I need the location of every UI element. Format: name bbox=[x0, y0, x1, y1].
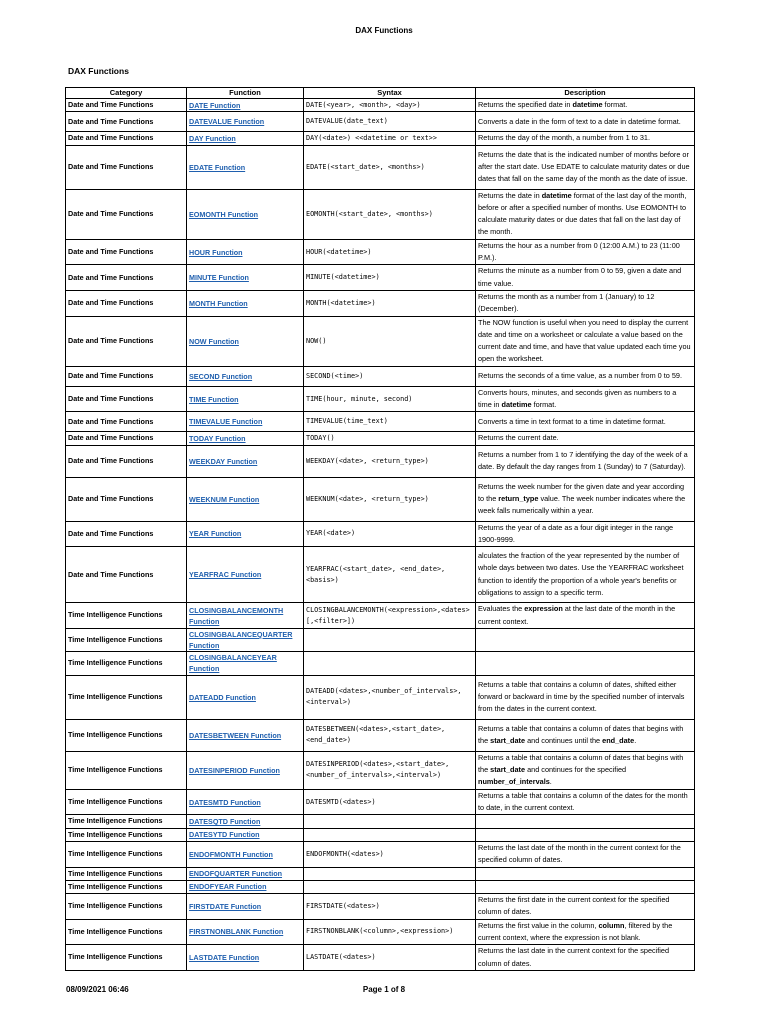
description-cell bbox=[476, 751, 695, 789]
function-cell bbox=[187, 112, 304, 132]
syntax-cell: DATESBETWEEN(<dates>,<start_date>,<end_date>) bbox=[304, 719, 476, 751]
category-cell: Time Intelligence Functions bbox=[66, 719, 187, 751]
category-cell: Time Intelligence Functions bbox=[66, 919, 187, 945]
function-link[interactable]: EOMONTH Function bbox=[189, 209, 259, 219]
table-row bbox=[66, 841, 695, 867]
description-cell bbox=[476, 945, 695, 971]
syntax-cell: TIME(hour, minute, second) bbox=[304, 386, 476, 412]
syntax-cell: HOUR(<datetime>) bbox=[304, 239, 476, 265]
description-text: Returns the first date in the current context for the specified column of dates. bbox=[478, 895, 670, 917]
function-link[interactable]: DATESMTD Function bbox=[189, 797, 261, 807]
description-text: Returns the hour as a number from 0 (12:00 A.M.) to 23 (11:00 P.M.). bbox=[478, 240, 680, 263]
column-header-syntax: Syntax bbox=[304, 88, 476, 99]
category-cell: Time Intelligence Functions bbox=[66, 628, 187, 651]
description-text: Returns the month as a number from 1 (January) to 12 (December). bbox=[478, 291, 655, 314]
column-header-category: Category bbox=[66, 88, 187, 99]
function-link[interactable]: CLOSINGBALANCEQUARTER Function bbox=[189, 629, 293, 650]
footer-page-number: Page 1 of 8 bbox=[362, 985, 406, 994]
description-text: . bbox=[634, 736, 637, 746]
function-link[interactable]: TIME Function bbox=[189, 394, 239, 404]
description-cell bbox=[476, 719, 695, 751]
function-link[interactable]: DATE Function bbox=[189, 100, 241, 110]
syntax-cell: DAY(<date>) <<datetime or text>> bbox=[304, 132, 476, 145]
table-row bbox=[66, 112, 695, 132]
function-link[interactable]: CLOSINGBALANCEMONTH Function bbox=[189, 605, 284, 626]
category-cell: Time Intelligence Functions bbox=[66, 815, 187, 828]
syntax-cell: YEAR(<date>) bbox=[304, 521, 476, 547]
function-link[interactable]: DATESBETWEEN Function bbox=[189, 730, 282, 740]
table-row bbox=[66, 628, 695, 651]
table-row bbox=[66, 751, 695, 789]
function-cell bbox=[187, 815, 304, 828]
table-row bbox=[66, 815, 695, 828]
category-cell: Date and Time Functions bbox=[66, 521, 187, 547]
description-text: Returns the minute as a number from 0 to 59, given a date and time value. bbox=[478, 266, 682, 288]
description-cell bbox=[476, 445, 695, 477]
table-row bbox=[66, 880, 695, 893]
description-text: Returns the year of a date as a four digit integer in the range 1900-9999. bbox=[478, 522, 674, 544]
category-cell: Date and Time Functions bbox=[66, 386, 187, 412]
category-cell: Time Intelligence Functions bbox=[66, 828, 187, 841]
function-cell bbox=[187, 477, 304, 521]
syntax-cell: MONTH(<datetime>) bbox=[304, 290, 476, 316]
category-cell: Date and Time Functions bbox=[66, 112, 187, 132]
function-cell bbox=[187, 919, 304, 945]
description-text: Converts a time in text format to a time in datetime format. bbox=[478, 416, 666, 426]
syntax-cell bbox=[304, 815, 476, 828]
category-cell: Time Intelligence Functions bbox=[66, 603, 187, 629]
table-row bbox=[66, 919, 695, 945]
category-cell: Date and Time Functions bbox=[66, 239, 187, 265]
table-row bbox=[66, 521, 695, 547]
description-text: and continues for the specified bbox=[525, 765, 627, 775]
document-title: DAX Functions bbox=[68, 66, 129, 76]
table-body bbox=[66, 99, 695, 971]
description-text: value. The week number indicates where the week falls numerically within a year. bbox=[478, 493, 686, 516]
description-text: Returns a number from 1 to 7 identifying the day of the week of a date. By default the day ranges from 1 (Sunday) to 7 (Saturday). bbox=[478, 449, 688, 472]
category-cell: Date and Time Functions bbox=[66, 132, 187, 145]
description-cell bbox=[476, 521, 695, 547]
footer-date: 08/09/2021 06:46 bbox=[66, 985, 129, 994]
table-row bbox=[66, 432, 695, 445]
description-emphasis: datetime bbox=[541, 190, 572, 200]
description-text: Converts hours, minutes, and seconds given as numbers to a time in bbox=[478, 387, 677, 410]
syntax-cell: MINUTE(<datetime>) bbox=[304, 265, 476, 291]
syntax-cell: NOW() bbox=[304, 316, 476, 366]
table-row bbox=[66, 445, 695, 477]
description-emphasis: datetime bbox=[572, 100, 603, 109]
function-link[interactable]: EDATE Function bbox=[189, 162, 246, 172]
description-text: Returns the first value in the column, bbox=[478, 920, 599, 930]
description-text: format of the last day of the month, before or after a specified number of months. Use EOMONTH to calculate maturity dates or due dates that fall on the last day of the month. bbox=[478, 190, 687, 237]
syntax-cell: DATESMTD(<dates>) bbox=[304, 789, 476, 815]
description-cell bbox=[476, 841, 695, 867]
function-link[interactable]: YEAR Function bbox=[189, 529, 242, 539]
description-emphasis: start_date bbox=[490, 765, 526, 775]
description-cell bbox=[476, 880, 695, 893]
function-cell bbox=[187, 719, 304, 751]
description-text: alculates the fraction of the year represented by the number of whole days between two dates. Use the YEARFRAC worksheet function to identify the proportion of a whole year's benefits or obligations to assign to a specific term. bbox=[478, 551, 684, 598]
table-row bbox=[66, 366, 695, 386]
function-cell bbox=[187, 628, 304, 651]
table-row bbox=[66, 675, 695, 719]
description-emphasis: number_of_intervals bbox=[478, 777, 550, 787]
category-cell: Date and Time Functions bbox=[66, 145, 187, 189]
function-cell bbox=[187, 412, 304, 432]
function-link[interactable]: ENDOFQUARTER Function bbox=[189, 869, 283, 879]
syntax-cell: WEEKNUM(<date>, <return_type>) bbox=[304, 477, 476, 521]
syntax-cell bbox=[304, 867, 476, 880]
description-text: and continues until the bbox=[525, 736, 603, 746]
syntax-cell: DATESINPERIOD(<dates>,<start_date>,<number_of_intervals>,<interval>) bbox=[304, 751, 476, 789]
description-cell bbox=[476, 189, 695, 239]
function-cell bbox=[187, 651, 304, 675]
description-text: Returns the last date of the month in the current context for the specified column of dates. bbox=[478, 842, 681, 865]
category-cell: Date and Time Functions bbox=[66, 366, 187, 386]
function-link[interactable]: CLOSINGBALANCEYEAR Function bbox=[189, 653, 277, 674]
table-row bbox=[66, 547, 695, 603]
description-text: format. bbox=[531, 400, 557, 410]
table-row bbox=[66, 386, 695, 412]
function-link[interactable]: ENDOFMONTH Function bbox=[189, 849, 273, 859]
description-cell bbox=[476, 815, 695, 828]
description-emphasis: column bbox=[598, 920, 625, 930]
category-cell: Date and Time Functions bbox=[66, 547, 187, 603]
function-link[interactable]: FIRSTDATE Function bbox=[189, 901, 262, 911]
syntax-cell: SECOND(<time>) bbox=[304, 366, 476, 386]
description-text: Returns the day of the month, a number from 1 to 31. bbox=[478, 133, 650, 143]
syntax-cell bbox=[304, 828, 476, 841]
column-header-function: Function bbox=[187, 88, 304, 99]
description-cell bbox=[476, 789, 695, 815]
category-cell: Time Intelligence Functions bbox=[66, 841, 187, 867]
description-cell bbox=[476, 651, 695, 675]
syntax-cell bbox=[304, 880, 476, 893]
description-emphasis: end_date bbox=[602, 736, 635, 746]
description-emphasis: datetime bbox=[501, 400, 532, 410]
table-row bbox=[66, 789, 695, 815]
table-row bbox=[66, 867, 695, 880]
function-cell bbox=[187, 867, 304, 880]
description-text: . bbox=[549, 777, 552, 787]
function-link[interactable]: NOW Function bbox=[189, 336, 239, 346]
function-link[interactable]: TIMEVALUE Function bbox=[189, 417, 263, 427]
page-header: DAX Functions bbox=[355, 26, 413, 35]
description-text: Returns the seconds of a time value, as a number from 0 to 59. bbox=[478, 371, 683, 381]
category-cell: Time Intelligence Functions bbox=[66, 945, 187, 971]
description-cell bbox=[476, 547, 695, 603]
description-cell bbox=[476, 99, 695, 112]
table-row bbox=[66, 290, 695, 316]
description-cell bbox=[476, 112, 695, 132]
syntax-cell: DATEVALUE(date_text) bbox=[304, 112, 476, 132]
function-cell bbox=[187, 189, 304, 239]
category-cell: Date and Time Functions bbox=[66, 477, 187, 521]
description-emphasis: return_type bbox=[498, 493, 539, 503]
description-text: Returns the week number for the given date and year according to the bbox=[478, 481, 685, 503]
syntax-cell: EDATE(<start_date>, <months>) bbox=[304, 145, 476, 189]
category-cell: Date and Time Functions bbox=[66, 290, 187, 316]
syntax-cell: WEEKDAY(<date>, <return_type>) bbox=[304, 445, 476, 477]
function-link[interactable]: HOUR Function bbox=[189, 247, 243, 257]
description-text: Returns the last date in the current context for the specified column of dates. bbox=[478, 946, 670, 968]
table-row bbox=[66, 945, 695, 971]
syntax-cell bbox=[304, 651, 476, 675]
description-text: Returns the current date. bbox=[478, 433, 559, 443]
function-cell bbox=[187, 789, 304, 815]
table-row bbox=[66, 99, 695, 112]
function-cell bbox=[187, 603, 304, 629]
function-link[interactable]: DATEVALUE Function bbox=[189, 117, 265, 127]
syntax-cell: DATE(<year>, <month>, <day>) bbox=[304, 99, 476, 112]
syntax-cell: FIRSTDATE(<dates>) bbox=[304, 894, 476, 920]
function-link[interactable]: SECOND Function bbox=[189, 371, 253, 381]
table-row bbox=[66, 316, 695, 366]
description-cell bbox=[476, 412, 695, 432]
syntax-cell bbox=[304, 628, 476, 651]
syntax-cell: FIRSTNONBLANK(<column>,<expression>) bbox=[304, 919, 476, 945]
function-link[interactable]: FIRSTNONBLANK Function bbox=[189, 927, 284, 937]
function-cell bbox=[187, 445, 304, 477]
function-cell bbox=[187, 290, 304, 316]
description-cell bbox=[476, 477, 695, 521]
function-link[interactable]: WEEKNUM Function bbox=[189, 494, 260, 504]
function-link[interactable]: MONTH Function bbox=[189, 298, 248, 308]
table-row bbox=[66, 828, 695, 841]
function-link[interactable]: WEEKDAY Function bbox=[189, 456, 258, 466]
table-row bbox=[66, 477, 695, 521]
description-emphasis: start_date bbox=[490, 736, 526, 746]
description-text: Returns the specified date in bbox=[478, 100, 573, 109]
category-cell: Date and Time Functions bbox=[66, 316, 187, 366]
function-cell bbox=[187, 239, 304, 265]
table-row bbox=[66, 651, 695, 675]
function-cell bbox=[187, 751, 304, 789]
function-cell bbox=[187, 880, 304, 893]
description-text: Returns a table that contains a column of dates that begins with the bbox=[478, 752, 684, 775]
function-link[interactable]: YEARFRAC Function bbox=[189, 570, 262, 580]
function-cell bbox=[187, 265, 304, 291]
category-cell: Date and Time Functions bbox=[66, 445, 187, 477]
category-cell: Time Intelligence Functions bbox=[66, 894, 187, 920]
description-cell bbox=[476, 867, 695, 880]
description-text: Returns the date in bbox=[478, 190, 542, 200]
category-cell: Date and Time Functions bbox=[66, 412, 187, 432]
function-link[interactable]: DATESYTD Function bbox=[189, 830, 260, 840]
table-row bbox=[66, 132, 695, 145]
description-text: format. bbox=[602, 100, 628, 109]
table-row bbox=[66, 239, 695, 265]
table-row bbox=[66, 145, 695, 189]
function-link[interactable]: LASTDATE Function bbox=[189, 953, 260, 963]
description-text: Returns a table that contains a column of dates that begins with the bbox=[478, 724, 684, 746]
description-cell bbox=[476, 675, 695, 719]
function-cell bbox=[187, 894, 304, 920]
description-cell bbox=[476, 603, 695, 629]
function-cell bbox=[187, 828, 304, 841]
description-cell bbox=[476, 628, 695, 651]
category-cell: Date and Time Functions bbox=[66, 99, 187, 112]
syntax-cell: CLOSINGBALANCEMONTH(<expression>,<dates>[,<filter>]) bbox=[304, 603, 476, 629]
description-cell bbox=[476, 386, 695, 412]
function-cell bbox=[187, 316, 304, 366]
description-cell bbox=[476, 132, 695, 145]
category-cell: Date and Time Functions bbox=[66, 265, 187, 291]
table-row bbox=[66, 603, 695, 629]
syntax-cell: LASTDATE(<dates>) bbox=[304, 945, 476, 971]
function-link[interactable]: TODAY Function bbox=[189, 433, 246, 443]
function-cell bbox=[187, 841, 304, 867]
description-cell bbox=[476, 265, 695, 291]
category-cell: Time Intelligence Functions bbox=[66, 651, 187, 675]
category-cell: Time Intelligence Functions bbox=[66, 867, 187, 880]
function-cell bbox=[187, 675, 304, 719]
function-link[interactable]: ENDOFYEAR Function bbox=[189, 882, 267, 892]
description-text: Returns the date that is the indicated number of months before or after the start date. Use EDATE to calculate maturity dates or due dates that fall on the same day of the month as the date of issue. bbox=[478, 149, 690, 184]
description-text: at the last date of the month in the current context. bbox=[478, 604, 676, 626]
function-cell bbox=[187, 145, 304, 189]
function-link[interactable]: DATEADD Function bbox=[189, 692, 256, 702]
category-cell: Time Intelligence Functions bbox=[66, 675, 187, 719]
category-cell: Time Intelligence Functions bbox=[66, 751, 187, 789]
function-cell bbox=[187, 99, 304, 112]
description-emphasis: expression bbox=[524, 604, 563, 614]
description-text: Returns a table that contains a column of dates, shifted either forward or backward in time by the specified number of intervals from the dates in the current context. bbox=[478, 679, 685, 714]
syntax-cell: DATEADD(<dates>,<number_of_intervals>,<interval>) bbox=[304, 675, 476, 719]
category-cell: Time Intelligence Functions bbox=[66, 789, 187, 815]
function-cell bbox=[187, 366, 304, 386]
description-cell bbox=[476, 316, 695, 366]
function-cell bbox=[187, 521, 304, 547]
syntax-cell: ENDOFMONTH(<dates>) bbox=[304, 841, 476, 867]
function-cell bbox=[187, 386, 304, 412]
function-link[interactable]: MINUTE Function bbox=[189, 273, 249, 283]
description-cell bbox=[476, 366, 695, 386]
table-row bbox=[66, 719, 695, 751]
description-cell bbox=[476, 239, 695, 265]
description-cell bbox=[476, 290, 695, 316]
table-row bbox=[66, 894, 695, 920]
description-cell bbox=[476, 919, 695, 945]
table-header-row bbox=[66, 88, 695, 99]
syntax-cell: EOMONTH(<start_date>, <months>) bbox=[304, 189, 476, 239]
description-cell bbox=[476, 432, 695, 445]
description-text: Converts a date in the form of text to a date in datetime format. bbox=[478, 116, 681, 126]
syntax-cell: YEARFRAC(<start_date>, <end_date>, <basis>) bbox=[304, 547, 476, 603]
function-cell bbox=[187, 547, 304, 603]
function-link[interactable]: DATESQTD Function bbox=[189, 816, 261, 826]
syntax-cell: TODAY() bbox=[304, 432, 476, 445]
description-text: Evaluates the bbox=[478, 604, 525, 614]
table-row bbox=[66, 189, 695, 239]
description-text: , filtered by the current context, where the expression is not blank. bbox=[478, 920, 673, 942]
category-cell: Time Intelligence Functions bbox=[66, 880, 187, 893]
description-text: Returns a table that contains a column of the dates for the month to date, in the current context. bbox=[478, 790, 688, 813]
description-text: The NOW function is useful when you need to display the current date and time on a worksheet or calculate a value based on the current date and time, and have that value updated each time you open the worksheet. bbox=[478, 317, 691, 364]
column-header-description: Description bbox=[476, 88, 695, 99]
description-cell bbox=[476, 828, 695, 841]
description-cell bbox=[476, 145, 695, 189]
category-cell: Date and Time Functions bbox=[66, 432, 187, 445]
function-cell bbox=[187, 432, 304, 445]
function-cell bbox=[187, 945, 304, 971]
table-row bbox=[66, 412, 695, 432]
table-row bbox=[66, 265, 695, 291]
function-link[interactable]: DAY Function bbox=[189, 133, 236, 143]
syntax-cell: TIMEVALUE(time_text) bbox=[304, 412, 476, 432]
description-cell bbox=[476, 894, 695, 920]
function-cell bbox=[187, 132, 304, 145]
dax-functions-table bbox=[65, 87, 695, 971]
function-link[interactable]: DATESINPERIOD Function bbox=[189, 765, 280, 775]
category-cell: Date and Time Functions bbox=[66, 189, 187, 239]
